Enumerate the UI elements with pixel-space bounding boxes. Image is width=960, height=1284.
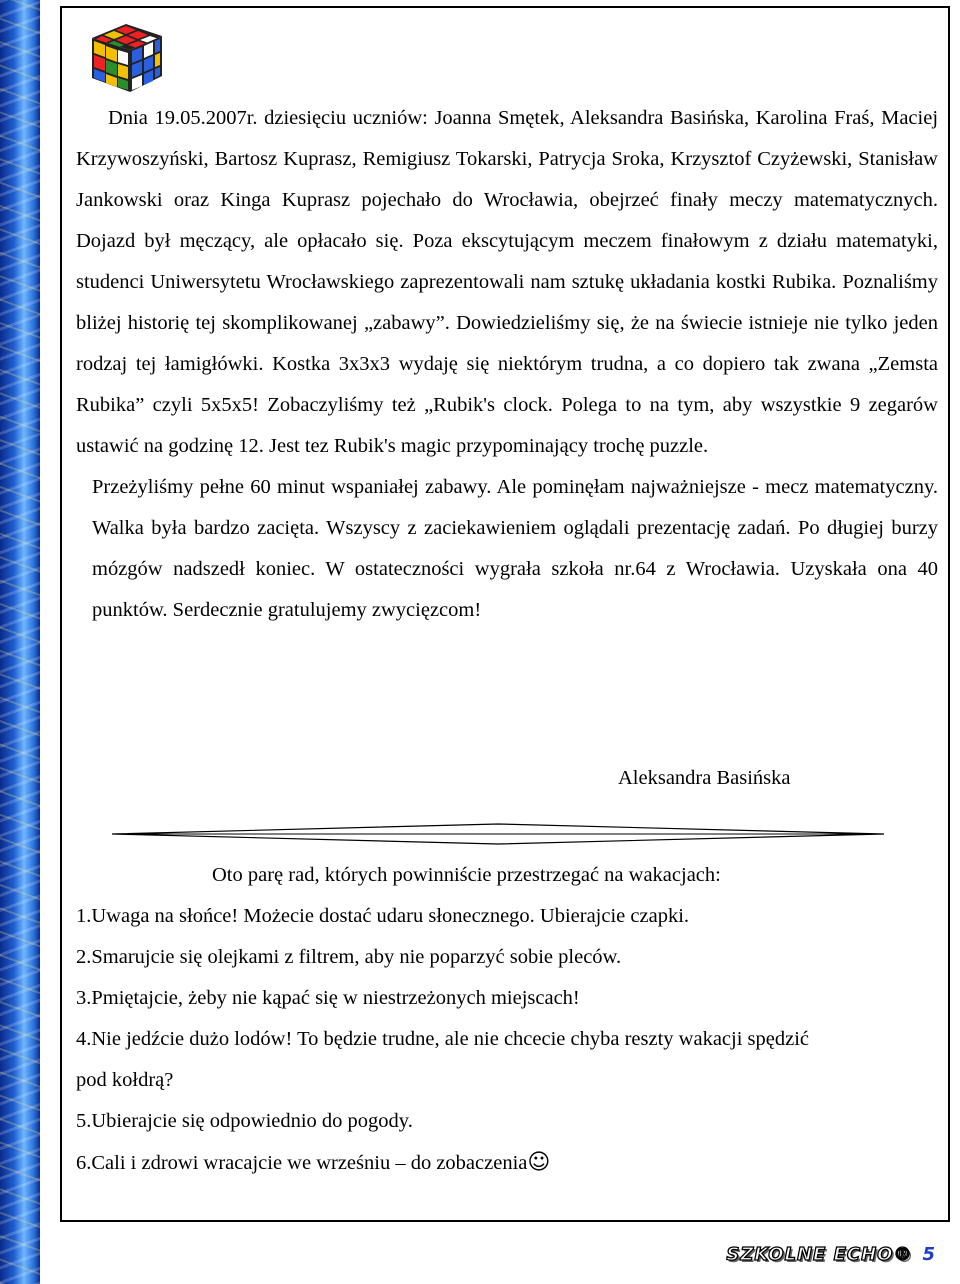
rubiks-cube-icon [86, 22, 166, 94]
page-number: 5 [922, 1244, 936, 1265]
tip-item-6-text: 6.Cali i zdrowi wracajcie we wrześniu – do zobaczenia [76, 1152, 528, 1174]
footer [726, 1244, 936, 1265]
tip-item-1: 1.Uwaga na słońce! Możecie dostać udaru słonecznego. Ubierajcie czapki. [76, 905, 690, 927]
tip-item-3: 3.Pmiętajcie, żeby nie kąpać się w niestrzeżonych miejscach! [76, 987, 580, 1009]
registered-mark: ® [893, 1244, 913, 1265]
divider-arrow [112, 822, 884, 846]
article-body [76, 98, 938, 631]
tips-title: Oto parę rad, których powinniście przestrzegać na wakacjach: [212, 864, 721, 886]
article-paragraph-1-text: dziesięciu uczniów: Joanna Smętek, Aleksandra Basińska, Karolina Fraś, Maciej Krzywoszyński, Bartosz Kuprasz, Remigiusz Tokarski, Patrycja Sroka, Krzysztof Czyżewski, Stanisław Jankowski oraz Kinga Kuprasz pojechało do Wrocławia, obejrzeć finały meczy matematycznych. Dojazd był męczący, ale opłacało się. Poza ekscytującym meczem finałowym z działu matematyki, studenci Uniwersytetu Wrocławskiego zaprezentowali nam sztukę układania kostki Rubika. Poznaliśmy bliżej historię tej skomplikowanej „zabawy”. Dowiedzieliśmy się, że na świecie istnieje nie tylko jeden rodzaj tej łamigłówki. Kostka 3x3x3 wydaję się niektórym trudna, a co dopiero tak zwana „Zemsta Rubika” czyli 5x5x5! Zobaczyliśmy też „Rubik's clock. Polega to na tym, aby wszystkie 9 zegarów ustawić na godzinę 12. Jest tez Rubik's magic przypominający trochę puzzle. [76, 107, 939, 457]
tips-list [76, 896, 936, 1184]
tip-item-4-continued: pod kołdrą? [76, 1069, 174, 1091]
tip-item-4: 4.Nie jedźcie dużo lodów! To będzie trudne, ale nie chcecie chyba reszty wakacji spędzić [76, 1028, 810, 1050]
tip-item-2: 2.Smarujcie się olejkami z filtrem, aby nie poparzyć sobie pleców. [76, 946, 622, 968]
article-paragraph-2 [76, 467, 938, 631]
footer-brand: SZKOLNE ECHO [726, 1244, 894, 1265]
tip-item-6 [76, 1142, 936, 1184]
decorative-side-band [0, 0, 40, 1284]
article-date: Dnia 19.05.2007r. [108, 107, 258, 129]
article-paragraph-1 [76, 98, 938, 467]
article-paragraph-2-text: Przeżyliśmy pełne 60 minut wspaniałej zabawy. Ale pominęłam najważniejsze - mecz matematyczny. Walka była bardzo zacięta. Wszyscy z zaciekawieniem oglądali prezentację zadań. Po długiej burzy mózgów nadszedł koniec. W ostateczności wygrała szkoła nr.64 z Wrocławia. Uzyskała ona 40 punktów. Serdecznie gratulujemy zwycięzcom! [92, 476, 938, 621]
tip-item-5: 5.Ubierajcie się odpowiednio do pogody. [76, 1110, 413, 1132]
smiley-icon: ☺ [527, 1150, 551, 1175]
article-author: Aleksandra Basińska [618, 767, 791, 789]
